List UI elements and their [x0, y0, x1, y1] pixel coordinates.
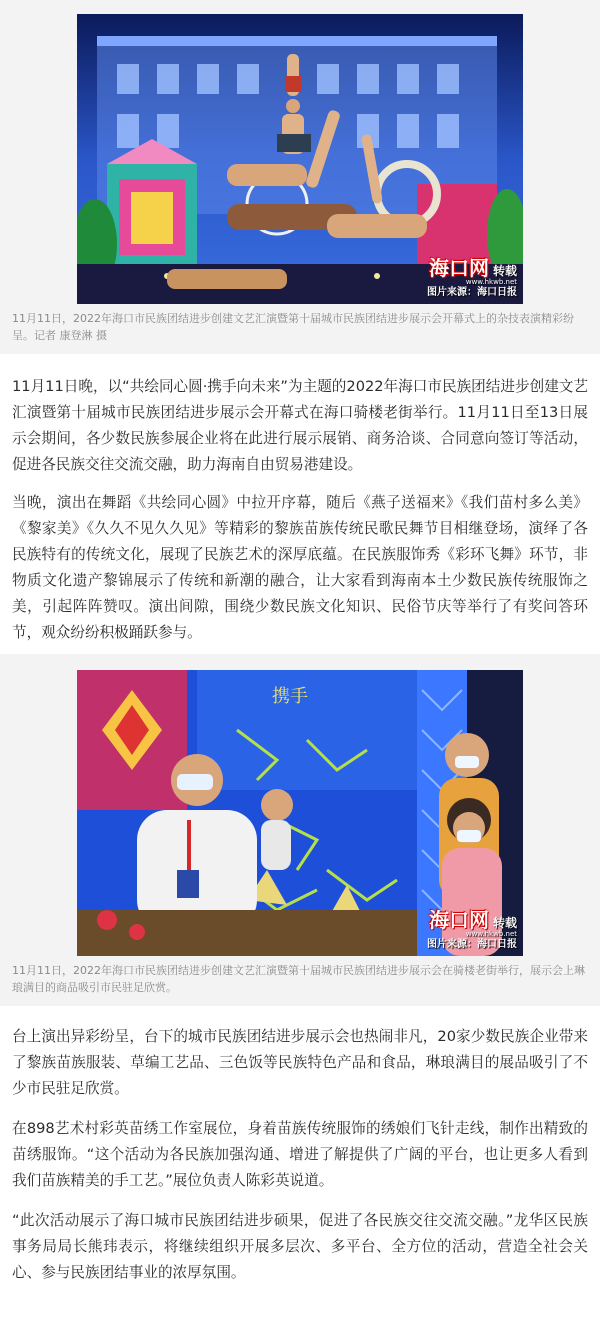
watermark-source: 图片来源：海口日报: [427, 939, 517, 950]
article-paragraph-3: 台上演出异彩纷呈，台下的城市民族团结进步展示会也热闹非凡，20家少数民族企业带来了黎族苗族服装、草编工艺品、三色饭等民族特色产品和食品，琳琅满目的展品吸引了不少市民驻足欣赏。: [12, 1028, 588, 1097]
watermark-logo: 海口网: [428, 256, 489, 280]
article-paragraph-4: 在898艺术村彩英苗绣工作室展位，身着苗族传统服饰的绣娘们飞针走线，制作出精致的苗绣服饰。“这个活动为各民族加强沟通、增进了解提供了广阔的平台，也让更多人看到我们苗族精美的手工艺。”展位负责人陈彩英说道。: [12, 1120, 588, 1189]
exhibition-photo: [77, 670, 523, 956]
watermark-logo: 海口网: [428, 908, 489, 932]
photo-block-2: [0, 654, 600, 1006]
watermark-tag: 转载: [492, 916, 517, 930]
article-paragraph-1: 11月11日晚，以“共绘同心圆·携手向未来”为主题的2022年海口市民族团结进步创建文艺汇演暨第十届城市民族团结进步展示会开幕式在海口骑楼老街举行。11月11日至13日展示会期间，各少数民族参展企业将在此进行展示展销、商务洽谈、合同意向签订等活动，促进各民族交往交流交融，助力海南自由贸易港建设。: [12, 378, 588, 473]
watermark-2: [427, 910, 517, 950]
article-paragraph-5: “此次活动展示了海口城市民族团结进步硕果，促进了各民族交往交流交融。”龙华区民族事务局局长熊玮表示，将继续组织开展多层次、多平台、全方位的活动，营造全社会关心、参与民族团结事业的浓厚氛围。: [12, 1212, 588, 1281]
acrobatics-photo: [77, 14, 523, 304]
banner-text: 携手: [272, 686, 308, 707]
watermark-url: www.hkwb.net: [465, 930, 517, 938]
watermark-1: [427, 258, 517, 298]
photo-caption-2: 11月11日，2022年海口市民族团结进步创建文艺汇演暨第十届城市民族团结进步展示会在骑楼老街举行，展示会上琳琅满目的商品吸引市民驻足欣赏。: [12, 964, 585, 994]
watermark-tag: 转载: [492, 264, 517, 278]
watermark-url: www.hkwb.net: [465, 278, 517, 286]
photo-block-1: [0, 0, 600, 354]
watermark-source: 图片来源：海口日报: [427, 287, 517, 298]
article-paragraph-2: 当晚，演出在舞蹈《共绘同心圆》中拉开序幕，随后《燕子送福来》《我们苗村多么美》《黎家美》《久久不见久久见》等精彩的黎族苗族传统民歌民舞节目相继登场，演绎了各民族特有的传统文化，展现了民族艺术的深厚底蕴。在民族服饰秀《彩环飞舞》环节，非物质文化遗产黎锦展示了传统和新潮的融合，让大家看到海南本土少数民族传统服饰之美，引起阵阵赞叹。演出间隙，围绕少数民族文化知识、民俗节庆等举行了有奖问答环节，观众纷纷积极踊跃参与。: [12, 494, 588, 641]
photo-caption-1: 11月11日，2022年海口市民族团结进步创建文艺汇演暨第十届城市民族团结进步展示会开幕式上的杂技表演精彩纷呈。记者 康登淋 摄: [12, 312, 574, 342]
